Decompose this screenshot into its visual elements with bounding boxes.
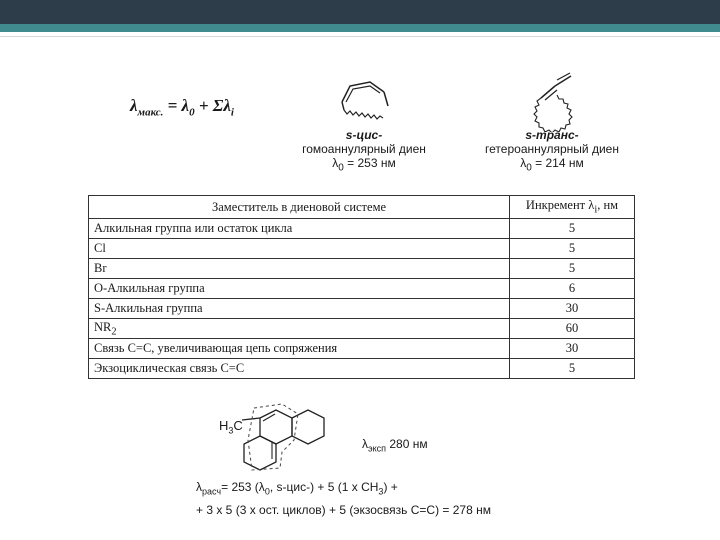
slide-top-bar bbox=[0, 0, 720, 24]
table-row bbox=[89, 259, 635, 279]
woodward-formula: $\lambda_{макс.} = \lambda_0 + \Sigma\lambda_i$ bbox=[130, 96, 234, 119]
table-row bbox=[89, 299, 635, 319]
heteroannular-diene-structure bbox=[515, 70, 585, 132]
homoannular-diene-structure bbox=[330, 72, 400, 130]
substituent-name: S-Алкильная группа bbox=[89, 299, 510, 319]
methyl-label: $H_3C$ bbox=[219, 418, 243, 436]
right-diene-lambda: $\lambda_0 = 214$ нм bbox=[520, 156, 584, 174]
substituent-name: Алкильная группа или остаток цикла bbox=[89, 219, 510, 239]
increment-value: 6 bbox=[510, 279, 635, 299]
left-diene-lambda: $\lambda_0 = 253$ нм bbox=[332, 156, 396, 174]
substituent-name: $NR_2$ bbox=[89, 319, 510, 339]
header-increment: Инкремент $\lambda_i$, нм bbox=[510, 196, 635, 219]
left-diene-name: гомоаннулярный диен bbox=[302, 142, 426, 156]
table-row bbox=[89, 319, 635, 339]
table-row bbox=[89, 239, 635, 259]
increment-value: 30 bbox=[510, 299, 635, 319]
table-header-row bbox=[89, 196, 635, 219]
left-diene-type: s-цис- bbox=[345, 128, 383, 142]
substituent-name: O-Алкильная группа bbox=[89, 279, 510, 299]
increment-table bbox=[88, 195, 635, 379]
right-diene-caption bbox=[472, 128, 632, 175]
table-row bbox=[89, 359, 635, 379]
lambda-calculation bbox=[196, 478, 491, 520]
table-row bbox=[89, 279, 635, 299]
increment-value: 5 bbox=[510, 219, 635, 239]
increment-value: 5 bbox=[510, 259, 635, 279]
slide-accent-bar bbox=[0, 24, 720, 32]
table-row bbox=[89, 219, 635, 239]
increment-value: 5 bbox=[510, 239, 635, 259]
substituent-name: Экзоциклическая связь C=C bbox=[89, 359, 510, 379]
increment-value: 30 bbox=[510, 339, 635, 359]
calc-line-1: $\lambda_{расч}= 253$ ($\lambda_0$, s-цис-) + 5 (1 x $CH_3$) + bbox=[196, 480, 398, 497]
substituent-name: Br bbox=[89, 259, 510, 279]
header-substituent: Заместитель в диеновой системе bbox=[89, 196, 510, 219]
increment-value: 5 bbox=[510, 359, 635, 379]
lambda-experimental: $\lambda_{эксп}$ 280 нм bbox=[362, 437, 428, 454]
right-diene-type: s-транс- bbox=[525, 128, 579, 142]
substituent-name: Связь C=C, увеличивающая цепь сопряжения bbox=[89, 339, 510, 359]
calc-line-2: + 3 x 5 (3 x ост. циклов) + 5 (экзосвязь C=C) = 278 нм bbox=[196, 503, 491, 518]
slide-divider bbox=[0, 36, 720, 37]
right-diene-name: гетероаннулярный диен bbox=[485, 142, 619, 156]
increment-value: 60 bbox=[510, 319, 635, 339]
substituent-name: Cl bbox=[89, 239, 510, 259]
table-row bbox=[89, 339, 635, 359]
left-diene-caption bbox=[290, 128, 438, 175]
example-polycyclic-structure bbox=[232, 400, 352, 472]
